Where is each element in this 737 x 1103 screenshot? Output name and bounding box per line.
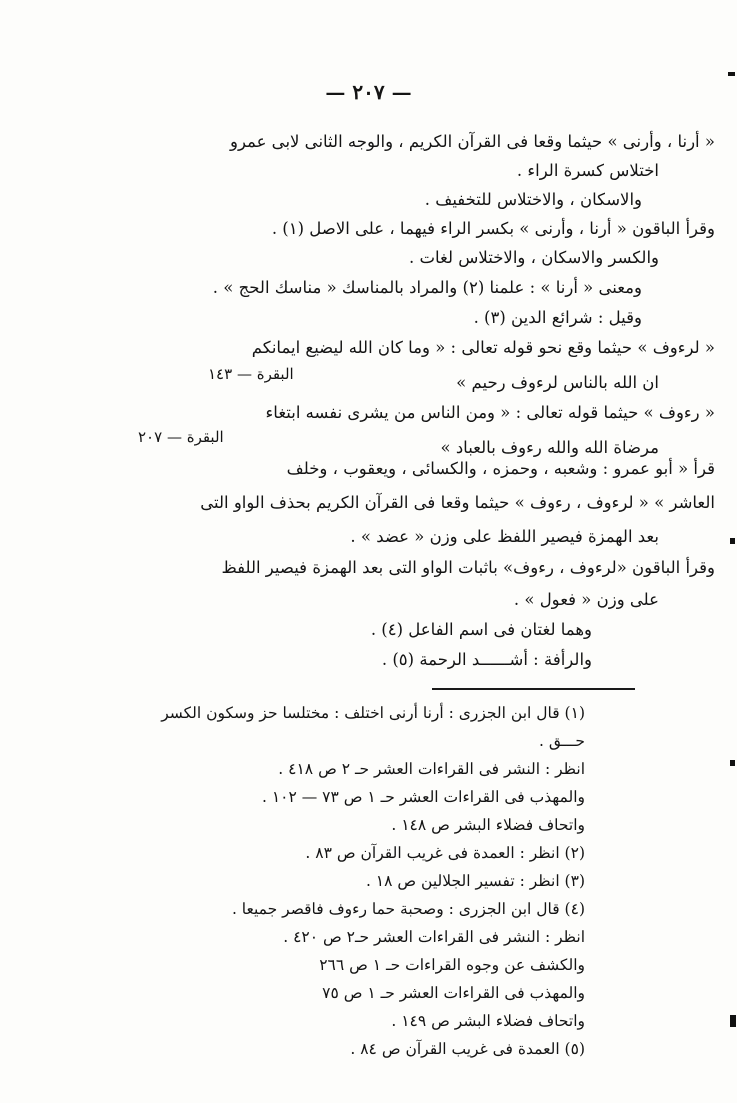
page-number: — ٢٠٧ — (325, 80, 412, 104)
body-line: وقرأ الباقون «لرءوف ، رءوف» باثبات الواو التى بعد الهمزة فيصير اللفظ (221, 558, 715, 577)
body-line: العاشر » « لرءوف ، رءوف » حيثما وقعا فى القرآن الكريم بحذف الواو التى (200, 493, 715, 512)
footnote-line: (١) قال ابن الجزرى : أرنا أرنى اختلف : مختلسا حز وسكون الكسر (161, 704, 585, 722)
footnote-line: انظر : النشر فى القراءات العشر حـ ٢ ص ٤١٨ . (278, 760, 585, 778)
footnote-line: والمهذب فى القراءات العشر حـ ١ ص ٧٥ (322, 984, 585, 1002)
body-line: « رءوف » حيثما قوله تعالى : « ومن الناس من يشرى نفسه ابتغاء (265, 403, 715, 422)
footnote-line: والمهذب فى القراءات العشر حـ ١ ص ٧٣ — ١٠٢ . (261, 788, 585, 806)
footnote-line: واتحاف فضلاء البشر ص ١٤٩ . (391, 1012, 585, 1030)
body-line: على وزن « فعول » . (513, 590, 659, 609)
footnote-line: (٤) قال ابن الجزرى : وصحبة حما رءوف فاقصر جميعا . (231, 900, 585, 918)
verse-reference: البقرة — ١٤٣ (208, 365, 294, 383)
scan-speck (730, 1015, 736, 1027)
footnote-line: (٥) العمدة فى غريب القرآن ص ٨٤ . (350, 1040, 585, 1058)
body-line: والرأفة : أشــــــد الرحمة (٥) . (381, 650, 592, 669)
footnote-line: حـــق . (539, 732, 585, 750)
scan-speck (730, 760, 735, 766)
body-line: « لرءوف » حيثما وقع نحو قوله تعالى : « وما كان الله ليضيع ايمانكم (251, 338, 715, 357)
footnote-line: والكشف عن وجوه القراءات حـ ١ ص ٢٦٦ (319, 956, 585, 974)
footnote-line: (٣) انظر : تفسير الجلالين ص ١٨ . (365, 872, 585, 890)
body-line: وقيل : شرائع الدين (٣) . (473, 308, 642, 327)
footnote-line: انظر : النشر فى القراءات العشر حـ٢ ص ٤٢٠ . (283, 928, 585, 946)
verse-reference: البقرة — ٢٠٧ (138, 428, 224, 446)
body-line: ومعنى « أرنا » : علمنا (٢) والمراد بالمناسك « مناسك الحج » . (212, 278, 642, 297)
footnote-separator (432, 688, 635, 690)
body-line: وقرأ الباقون « أرنا ، وأرنى » بكسر الراء فيهما ، على الاصل (١) . (271, 219, 715, 238)
body-line: ان الله بالناس لرءوف رحيم » (456, 373, 659, 392)
scan-speck (730, 538, 735, 544)
body-line: بعد الهمزة فيصير اللفظ على وزن « عضد » . (350, 527, 659, 546)
body-line: مرضاة الله والله رءوف بالعباد » (440, 438, 659, 457)
body-line: والاسكان ، والاختلاس للتخفيف . (424, 190, 642, 209)
body-line: قرأ « أبو عمرو : وشعبه ، وحمزه ، والكسائى ، ويعقوب ، وخلف (286, 459, 715, 478)
scan-speck (728, 72, 735, 76)
footnote-line: (٢) انظر : العمدة فى غريب القرآن ص ٨٣ . (305, 844, 585, 862)
body-line: وهما لغتان فى اسم الفاعل (٤) . (370, 620, 592, 639)
footnote-line: واتحاف فضلاء البشر ص ١٤٨ . (391, 816, 585, 834)
body-line: « أرنا ، وأرنى » حيثما وقعا فى القرآن الكريم ، والوجه الثانى لابى عمرو (229, 132, 715, 151)
body-line: اختلاس كسرة الراء . (516, 161, 659, 180)
body-line: والكسر والاسكان ، والاختلاس لغات . (408, 248, 659, 267)
